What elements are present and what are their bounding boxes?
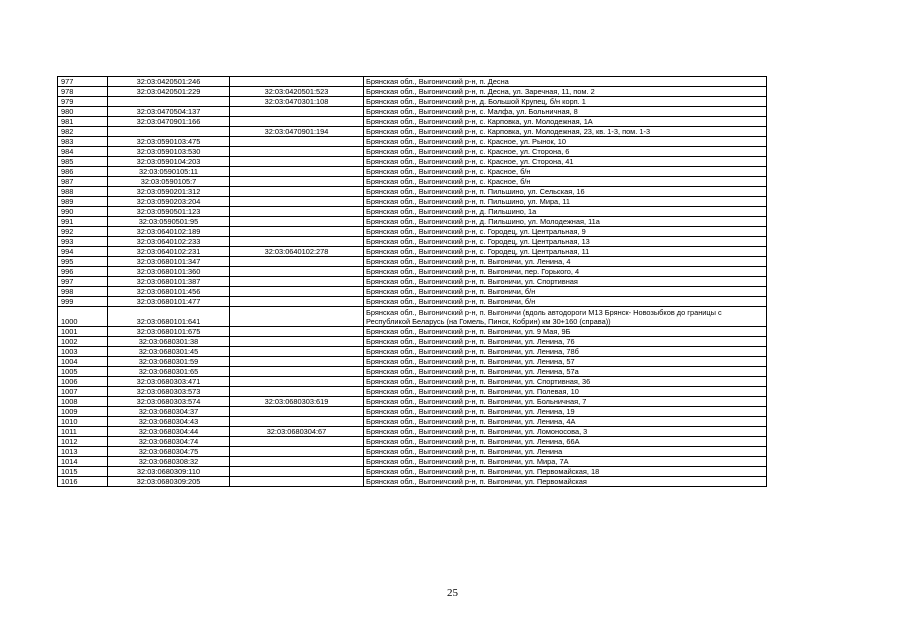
cadastral-number-cell: 32:03:0470901:166: [108, 117, 230, 127]
address-cell: Брянская обл., Выгоничский р-н, п. Десна, ул. Заречная, 11, пом. 2: [364, 87, 767, 97]
cadastral-number-cell: 32:03:0420501:229: [108, 87, 230, 97]
row-number-cell: 1002: [58, 337, 108, 347]
address-cell: Брянская обл., Выгоничский р-н, п. Выгоничи, ул. Ленина: [364, 447, 767, 457]
row-number-cell: 995: [58, 257, 108, 267]
row-number-cell: 1016: [58, 477, 108, 487]
cadastral-number-cell: 32:03:0680304:37: [108, 407, 230, 417]
object-cadastral-number-cell: [230, 407, 364, 417]
object-cadastral-number-cell: [230, 117, 364, 127]
address-cell: Брянская обл., Выгоничский р-н, с. Городец, ул. Центральная, 11: [364, 247, 767, 257]
table-row: [58, 377, 767, 387]
cadastral-number-cell: 32:03:0590501:123: [108, 207, 230, 217]
object-cadastral-number-cell: [230, 217, 364, 227]
table-row: [58, 387, 767, 397]
cadastral-number-cell: 32:03:0680304:43: [108, 417, 230, 427]
table-row: [58, 327, 767, 337]
address-cell: Брянская обл., Выгоничский р-н, с. Городец, ул. Центральная, 9: [364, 227, 767, 237]
cadastral-number-cell: 32:03:0680304:74: [108, 437, 230, 447]
address-cell: Брянская обл., Выгоничский р-н, п. Выгоничи, ул. Спортивная, 36: [364, 377, 767, 387]
object-cadastral-number-cell: [230, 147, 364, 157]
object-cadastral-number-cell: [230, 267, 364, 277]
cadastral-number-cell: 32:03:0590201:312: [108, 187, 230, 197]
object-cadastral-number-cell: 32:03:0680304:67: [230, 427, 364, 437]
table-row: [58, 227, 767, 237]
address-cell: Брянская обл., Выгоничский р-н, с. Карповка, ул. Молодежная, 23, кв. 1-3, пом. 1-3: [364, 127, 767, 137]
row-number-cell: 986: [58, 167, 108, 177]
cadastral-number-cell: 32:03:0680101:477: [108, 297, 230, 307]
cadastral-number-cell: 32:03:0680101:387: [108, 277, 230, 287]
cadastral-number-cell: 32:03:0680301:59: [108, 357, 230, 367]
object-cadastral-number-cell: [230, 447, 364, 457]
row-number-cell: 1013: [58, 447, 108, 457]
address-cell: Брянская обл., Выгоничский р-н, п. Выгоничи, ул. Ленина, 78б: [364, 347, 767, 357]
object-cadastral-number-cell: [230, 207, 364, 217]
row-number-cell: 984: [58, 147, 108, 157]
cadastral-number-cell: 32:03:0640102:233: [108, 237, 230, 247]
object-cadastral-number-cell: [230, 457, 364, 467]
cadastral-number-cell: 32:03:0680301:38: [108, 337, 230, 347]
page-number: 25: [447, 587, 458, 599]
row-number-cell: 983: [58, 137, 108, 147]
table-row: [58, 87, 767, 97]
table-row: [58, 247, 767, 257]
cadastral-number-cell: 32:03:0590203:204: [108, 197, 230, 207]
object-cadastral-number-cell: [230, 237, 364, 247]
cadastral-number-cell: 32:03:0470504:137: [108, 107, 230, 117]
row-number-cell: 990: [58, 207, 108, 217]
object-cadastral-number-cell: [230, 197, 364, 207]
address-cell: Брянская обл., Выгоничский р-н, с. Красное, б/н: [364, 167, 767, 177]
object-cadastral-number-cell: [230, 277, 364, 287]
address-cell: Брянская обл., Выгоничский р-н, п. Выгоничи, б/н: [364, 287, 767, 297]
table-row: [58, 437, 767, 447]
object-cadastral-number-cell: 32:03:0470301:108: [230, 97, 364, 107]
row-number-cell: 981: [58, 117, 108, 127]
cadastral-number-cell: 32:03:0680101:641: [108, 307, 230, 327]
address-cell: Брянская обл., Выгоничский р-н, п. Выгоничи (вдоль автодороги М13 Брянск- Новозыбков до границы с Республикой Беларусь (на Гомель, Пинск, Кобрин) км 30+160 (справа)): [364, 307, 767, 327]
row-number-cell: 979: [58, 97, 108, 107]
cadastral-number-cell: 32:03:0680303:471: [108, 377, 230, 387]
object-cadastral-number-cell: 32:03:0420501:523: [230, 87, 364, 97]
table-row: [58, 147, 767, 157]
cadastral-number-cell: 32:03:0680309:205: [108, 477, 230, 487]
object-cadastral-number-cell: 32:03:0680303:619: [230, 397, 364, 407]
object-cadastral-number-cell: [230, 287, 364, 297]
address-cell: Брянская обл., Выгоничский р-н, д. Пильшино, 1а: [364, 207, 767, 217]
object-cadastral-number-cell: [230, 257, 364, 267]
cadastral-number-cell: 32:03:0680101:360: [108, 267, 230, 277]
row-number-cell: 988: [58, 187, 108, 197]
address-cell: Брянская обл., Выгоничский р-н, п. Выгоничи, ул. Ленина, 66А: [364, 437, 767, 447]
address-cell: Брянская обл., Выгоничский р-н, п. Выгоничи, пер. Горького, 4: [364, 267, 767, 277]
object-cadastral-number-cell: [230, 77, 364, 87]
cadastral-number-cell: 32:03:0640102:231: [108, 247, 230, 257]
cadastral-number-cell: [108, 127, 230, 137]
address-cell: Брянская обл., Выгоничский р-н, п. Пильшино, ул. Мира, 11: [364, 197, 767, 207]
cadastral-number-cell: 32:03:0680303:574: [108, 397, 230, 407]
address-cell: Брянская обл., Выгоничский р-н, с. Карповка, ул. Молодежная, 1А: [364, 117, 767, 127]
table-row: [58, 297, 767, 307]
object-cadastral-number-cell: [230, 347, 364, 357]
address-cell: Брянская обл., Выгоничский р-н, с. Красное, ул. Сторона, 41: [364, 157, 767, 167]
cadastral-number-cell: 32:03:0590105:7: [108, 177, 230, 187]
row-number-cell: 982: [58, 127, 108, 137]
row-number-cell: 996: [58, 267, 108, 277]
object-cadastral-number-cell: [230, 367, 364, 377]
cadastral-number-cell: 32:03:0680101:347: [108, 257, 230, 267]
address-cell: Брянская обл., Выгоничский р-н, п. Выгоничи, б/н: [364, 297, 767, 307]
table-row: [58, 447, 767, 457]
address-cell: Брянская обл., Выгоничский р-н, д. Пильшино, ул. Молодежная, 11а: [364, 217, 767, 227]
table-row: [58, 467, 767, 477]
address-cell: Брянская обл., Выгоничский р-н, п. Выгоничи, ул. Больничная, 7: [364, 397, 767, 407]
table-row: [58, 337, 767, 347]
table-row: [58, 197, 767, 207]
table-row: [58, 287, 767, 297]
object-cadastral-number-cell: [230, 377, 364, 387]
address-cell: Брянская обл., Выгоничский р-н, с. Городец, ул. Центральная, 13: [364, 237, 767, 247]
address-cell: Брянская обл., Выгоничский р-н, с. Красное, ул. Рынок, 10: [364, 137, 767, 147]
address-cell: Брянская обл., Выгоничский р-н, п. Выгоничи, ул. Ленина, 4А: [364, 417, 767, 427]
row-number-cell: 985: [58, 157, 108, 167]
object-cadastral-number-cell: [230, 357, 364, 367]
row-number-cell: 997: [58, 277, 108, 287]
cadastral-number-cell: 32:03:0420501:246: [108, 77, 230, 87]
object-cadastral-number-cell: [230, 157, 364, 167]
table-row: [58, 357, 767, 367]
table-row: [58, 237, 767, 247]
object-cadastral-number-cell: [230, 437, 364, 447]
table-row: [58, 207, 767, 217]
row-number-cell: 980: [58, 107, 108, 117]
cadastral-number-cell: 32:03:0590103:475: [108, 137, 230, 147]
row-number-cell: 1011: [58, 427, 108, 437]
cadastral-number-cell: 32:03:0680101:675: [108, 327, 230, 337]
row-number-cell: 978: [58, 87, 108, 97]
row-number-cell: 1014: [58, 457, 108, 467]
table-row: [58, 367, 767, 377]
row-number-cell: 1007: [58, 387, 108, 397]
row-number-cell: 998: [58, 287, 108, 297]
table-row: [58, 157, 767, 167]
cadastral-number-cell: 32:03:0680309:110: [108, 467, 230, 477]
cadastral-number-cell: 32:03:0680101:456: [108, 287, 230, 297]
row-number-cell: 987: [58, 177, 108, 187]
object-cadastral-number-cell: [230, 177, 364, 187]
row-number-cell: 994: [58, 247, 108, 257]
table-row: [58, 217, 767, 227]
table-row: [58, 127, 767, 137]
cadastral-number-cell: 32:03:0680301:65: [108, 367, 230, 377]
table-row: [58, 167, 767, 177]
table-row: [58, 137, 767, 147]
table-row: [58, 77, 767, 87]
object-cadastral-number-cell: [230, 387, 364, 397]
address-cell: Брянская обл., Выгоничский р-н, с. Красное, б/н: [364, 177, 767, 187]
table-row: [58, 107, 767, 117]
table-row: [58, 407, 767, 417]
row-number-cell: 1012: [58, 437, 108, 447]
object-cadastral-number-cell: [230, 137, 364, 147]
object-cadastral-number-cell: [230, 227, 364, 237]
cadastral-number-cell: [108, 97, 230, 107]
table-row: [58, 397, 767, 407]
address-cell: Брянская обл., Выгоничский р-н, п. Выгоничи, ул. Ломоносова, 3: [364, 427, 767, 437]
register-table: [57, 76, 767, 487]
object-cadastral-number-cell: [230, 167, 364, 177]
address-cell: Брянская обл., Выгоничский р-н, п. Выгоничи, ул. Ленина, 57а: [364, 367, 767, 377]
cadastral-number-cell: 32:03:0680303:573: [108, 387, 230, 397]
address-cell: Брянская обл., Выгоничский р-н, п. Выгоничи, ул. Полевая, 10: [364, 387, 767, 397]
address-cell: Брянская обл., Выгоничский р-н, п. Выгоничи, ул. Ленина, 57: [364, 357, 767, 367]
address-cell: Брянская обл., Выгоничский р-н, п. Выгоничи, ул. Мира, 7А: [364, 457, 767, 467]
row-number-cell: 1005: [58, 367, 108, 377]
row-number-cell: 1010: [58, 417, 108, 427]
address-cell: Брянская обл., Выгоничский р-н, п. Выгоничи, ул. Первомайская, 18: [364, 467, 767, 477]
object-cadastral-number-cell: [230, 417, 364, 427]
row-number-cell: 1001: [58, 327, 108, 337]
address-cell: Брянская обл., Выгоничский р-н, п. Пильшино, ул. Сельская, 16: [364, 187, 767, 197]
row-number-cell: 1000: [58, 307, 108, 327]
table-row: [58, 267, 767, 277]
row-number-cell: 1004: [58, 357, 108, 367]
row-number-cell: 1015: [58, 467, 108, 477]
address-cell: Брянская обл., Выгоничский р-н, п. Выгоничи, ул. Ленина, 4: [364, 257, 767, 267]
object-cadastral-number-cell: [230, 297, 364, 307]
table-row: [58, 307, 767, 327]
row-number-cell: 993: [58, 237, 108, 247]
cadastral-number-cell: 32:03:0590105:11: [108, 167, 230, 177]
cadastral-number-cell: 32:03:0680304:44: [108, 427, 230, 437]
object-cadastral-number-cell: 32:03:0470901:194: [230, 127, 364, 137]
row-number-cell: 999: [58, 297, 108, 307]
address-cell: Брянская обл., Выгоничский р-н, с. Красное, ул. Сторона, 6: [364, 147, 767, 157]
row-number-cell: 977: [58, 77, 108, 87]
table-row: [58, 257, 767, 267]
object-cadastral-number-cell: [230, 307, 364, 327]
table-row: [58, 277, 767, 287]
cadastral-number-cell: 32:03:0680308:32: [108, 457, 230, 467]
object-cadastral-number-cell: [230, 337, 364, 347]
cadastral-number-cell: 32:03:0640102:189: [108, 227, 230, 237]
object-cadastral-number-cell: [230, 477, 364, 487]
table-row: [58, 417, 767, 427]
table-row: [58, 187, 767, 197]
table-row: [58, 477, 767, 487]
address-cell: Брянская обл., Выгоничский р-н, п. Десна: [364, 77, 767, 87]
row-number-cell: 1003: [58, 347, 108, 357]
object-cadastral-number-cell: [230, 107, 364, 117]
table-row: [58, 427, 767, 437]
row-number-cell: 989: [58, 197, 108, 207]
cadastral-number-cell: 32:03:0590104:203: [108, 157, 230, 167]
address-cell: Брянская обл., Выгоничский р-н, п. Выгоничи, ул. Спортивная: [364, 277, 767, 287]
address-cell: Брянская обл., Выгоничский р-н, с. Малфа, ул. Больничная, 8: [364, 107, 767, 117]
cadastral-number-cell: 32:03:0590103:530: [108, 147, 230, 157]
row-number-cell: 1006: [58, 377, 108, 387]
object-cadastral-number-cell: [230, 187, 364, 197]
address-cell: Брянская обл., Выгоничский р-н, д. Большой Крупец, б/н корп. 1: [364, 97, 767, 107]
object-cadastral-number-cell: [230, 327, 364, 337]
table-row: [58, 97, 767, 107]
address-cell: Брянская обл., Выгоничский р-н, п. Выгоничи, ул. Ленина, 19: [364, 407, 767, 417]
object-cadastral-number-cell: [230, 467, 364, 477]
address-cell: Брянская обл., Выгоничский р-н, п. Выгоничи, ул. Первомайская: [364, 477, 767, 487]
row-number-cell: 1009: [58, 407, 108, 417]
address-cell: Брянская обл., Выгоничский р-н, п. Выгоничи, ул. 9 Мая, 9Б: [364, 327, 767, 337]
table-row: [58, 177, 767, 187]
cadastral-number-cell: 32:03:0590501:95: [108, 217, 230, 227]
cadastral-number-cell: 32:03:0680304:75: [108, 447, 230, 457]
row-number-cell: 992: [58, 227, 108, 237]
object-cadastral-number-cell: 32:03:0640102:278: [230, 247, 364, 257]
row-number-cell: 1008: [58, 397, 108, 407]
cadastral-number-cell: 32:03:0680301:45: [108, 347, 230, 357]
address-cell: Брянская обл., Выгоничский р-н, п. Выгоничи, ул. Ленина, 76: [364, 337, 767, 347]
table-row: [58, 117, 767, 127]
register-table-body: [58, 77, 767, 487]
table-row: [58, 347, 767, 357]
row-number-cell: 991: [58, 217, 108, 227]
table-row: [58, 457, 767, 467]
